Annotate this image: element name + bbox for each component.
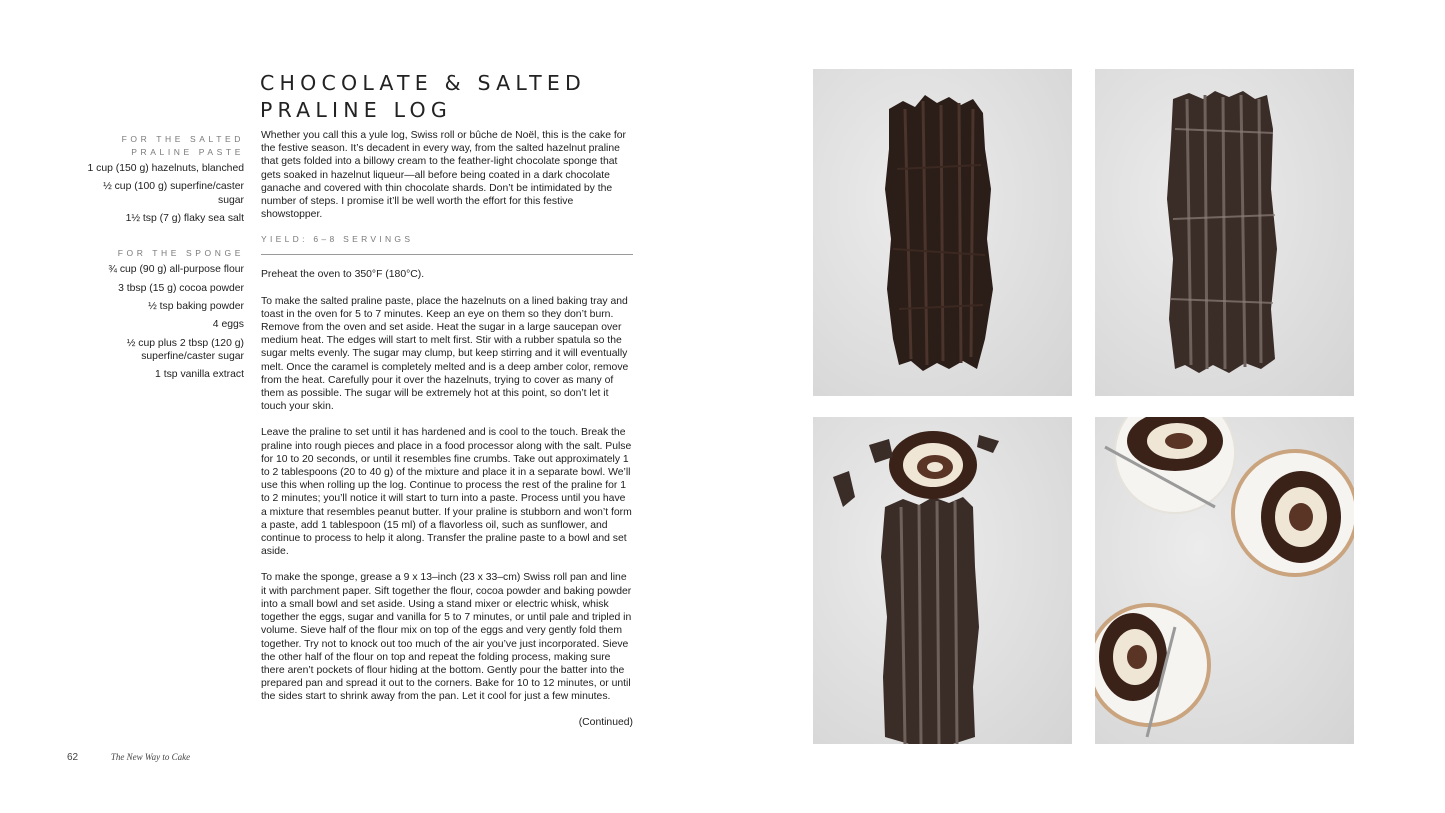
- ingredient-item: 4 eggs: [212, 319, 244, 331]
- method-step: To make the salted praline paste, place the hazelnuts on a lined baking tray and toast in the oven for 5 to 7 minutes. Keep an eye on them so they don’t burn. Remove from the oven and set aside. Heat the sugar in a large saucepan over medium heat. The edges will start to melt first. Stir with a rubber spatula so the sugar melts evenly. The sugar may clump, but keep stirring and it will eventually melt. Once the caramel is completely melted and is a deep amber color, remove from the heat. Carefully pour it over the hazelnuts, trying to cover as many of them as possible. The sugar will be extremely hot at this point, so don’t let it touch your skin.: [261, 295, 629, 413]
- ingredient-item: ¾ cup (90 g) all-purpose flour: [108, 264, 244, 276]
- sponge-ingredients: [60, 263, 244, 381]
- sponge-heading: FOR THE SPONGE: [117, 248, 244, 259]
- ingredient-item: ½ tsp baking powder: [148, 300, 244, 312]
- recipe-body: [261, 129, 633, 728]
- photo-chocolate-log: [813, 69, 1072, 396]
- recipe-title: [260, 70, 820, 124]
- chocolate-log-image: [813, 69, 1072, 396]
- page-footer: [67, 752, 190, 763]
- sliced-log-image: [813, 417, 1072, 744]
- method-step: Preheat the oven to 350°F (180°C).: [261, 269, 425, 281]
- ingredient-item: 1 tsp vanilla extract: [155, 369, 244, 381]
- ingredient-item: 3 tbsp (15 g) cocoa powder: [118, 282, 244, 294]
- recipe-title-line-1: CHOCOLATE & SALTED: [260, 71, 587, 95]
- dusted-log-image: [1095, 69, 1354, 396]
- continued-note: (Continued): [578, 716, 633, 728]
- praline-paste-heading-line-1: FOR THE SALTED: [121, 134, 244, 144]
- ingredient-item: ½ cup (100 g) superfine/caster sugar: [103, 181, 244, 206]
- method-step: Leave the praline to set until it has hardened and is cool to the touch. Break the praline into rough pieces and place in a food processor along with the salt. Pulse for 10 to 20 seconds, or until it resembles fine crumbs. Take out approximately 1 to 2 tablespoons (20 to 40 g) of the mixture and place it in a separate bowl. We’ll use this when rolling up the log. Continue to process the rest of the praline for 1 to 2 minutes; you’ll notice it will start to turn into a paste. Process until you have a mixture that resembles peanut butter. If your praline is stubborn and won’t form a paste, add 1 tablespoon (15 ml) of a flavorless oil, such as sunflower, and continue to process to help it along. Transfer the praline paste to a bowl and set aside.: [261, 427, 632, 558]
- recipe-intro: Whether you call this a yule log, Swiss roll or bûche de Noël, this is the cake for the festive season. It’s decadent in every way, from the salted hazelnut praline that gets folded into a billowy cream to the feather-light chocolate sponge that gets soaked in hazelnut liqueur—all before being coated in a dark chocolate ganache and covered with thin chocolate shards. Don’t be intimidated by the number of steps. I promise it’ll be well worth the effort for this festive showstopper.: [261, 130, 626, 221]
- page-number: 62: [67, 752, 79, 763]
- praline-paste-heading: [60, 133, 244, 159]
- ingredient-item: ½ cup plus 2 tbsp (120 g) superfine/caster sugar: [126, 337, 244, 362]
- plated-slices-image: [1095, 417, 1354, 744]
- ingredients-sidebar: [60, 131, 244, 387]
- photo-plated-slices: [1095, 417, 1354, 744]
- book-title: The New Way to Cake: [110, 752, 191, 762]
- ingredient-item: 1 cup (150 g) hazelnuts, blanched: [87, 163, 244, 174]
- recipe-method: [261, 268, 633, 703]
- method-step: To make the sponge, grease a 9 x 13–inch (23 x 33–cm) Swiss roll pan and line it with parchment paper. Sift together the flour, cocoa powder and baking powder into a small bowl and set aside. Using a stand mixer or electric whisk, whisk together the eggs, sugar and vanilla for 5 to 7 minutes, or until pale and tripled in volume. Sieve half of the flour mix on top of the eggs and very gently fold them together. Try not to knock out too much of the air you’ve just incorporated. Sieve the other half of the flour on top and repeat the folding process, making sure there aren’t pockets of flour hiding at the bottom. Gently pour the batter into the prepared pan and spread it out to the corners. Bake for 10 to 12 minutes, or until the sides start to shrink away from the pan. Let it cool for just a few minutes.: [261, 572, 632, 703]
- photo-sliced-log: [813, 417, 1072, 744]
- photo-dusted-log: [1095, 69, 1354, 396]
- praline-paste-heading-line-2: PRALINE PASTE: [131, 147, 244, 157]
- praline-paste-ingredients: [60, 162, 244, 225]
- recipe-yield: YIELD: 6–8 SERVINGS: [261, 234, 633, 255]
- ingredient-item: 1½ tsp (7 g) flaky sea salt: [125, 212, 244, 224]
- recipe-title-line-2: PRALINE LOG: [260, 98, 452, 122]
